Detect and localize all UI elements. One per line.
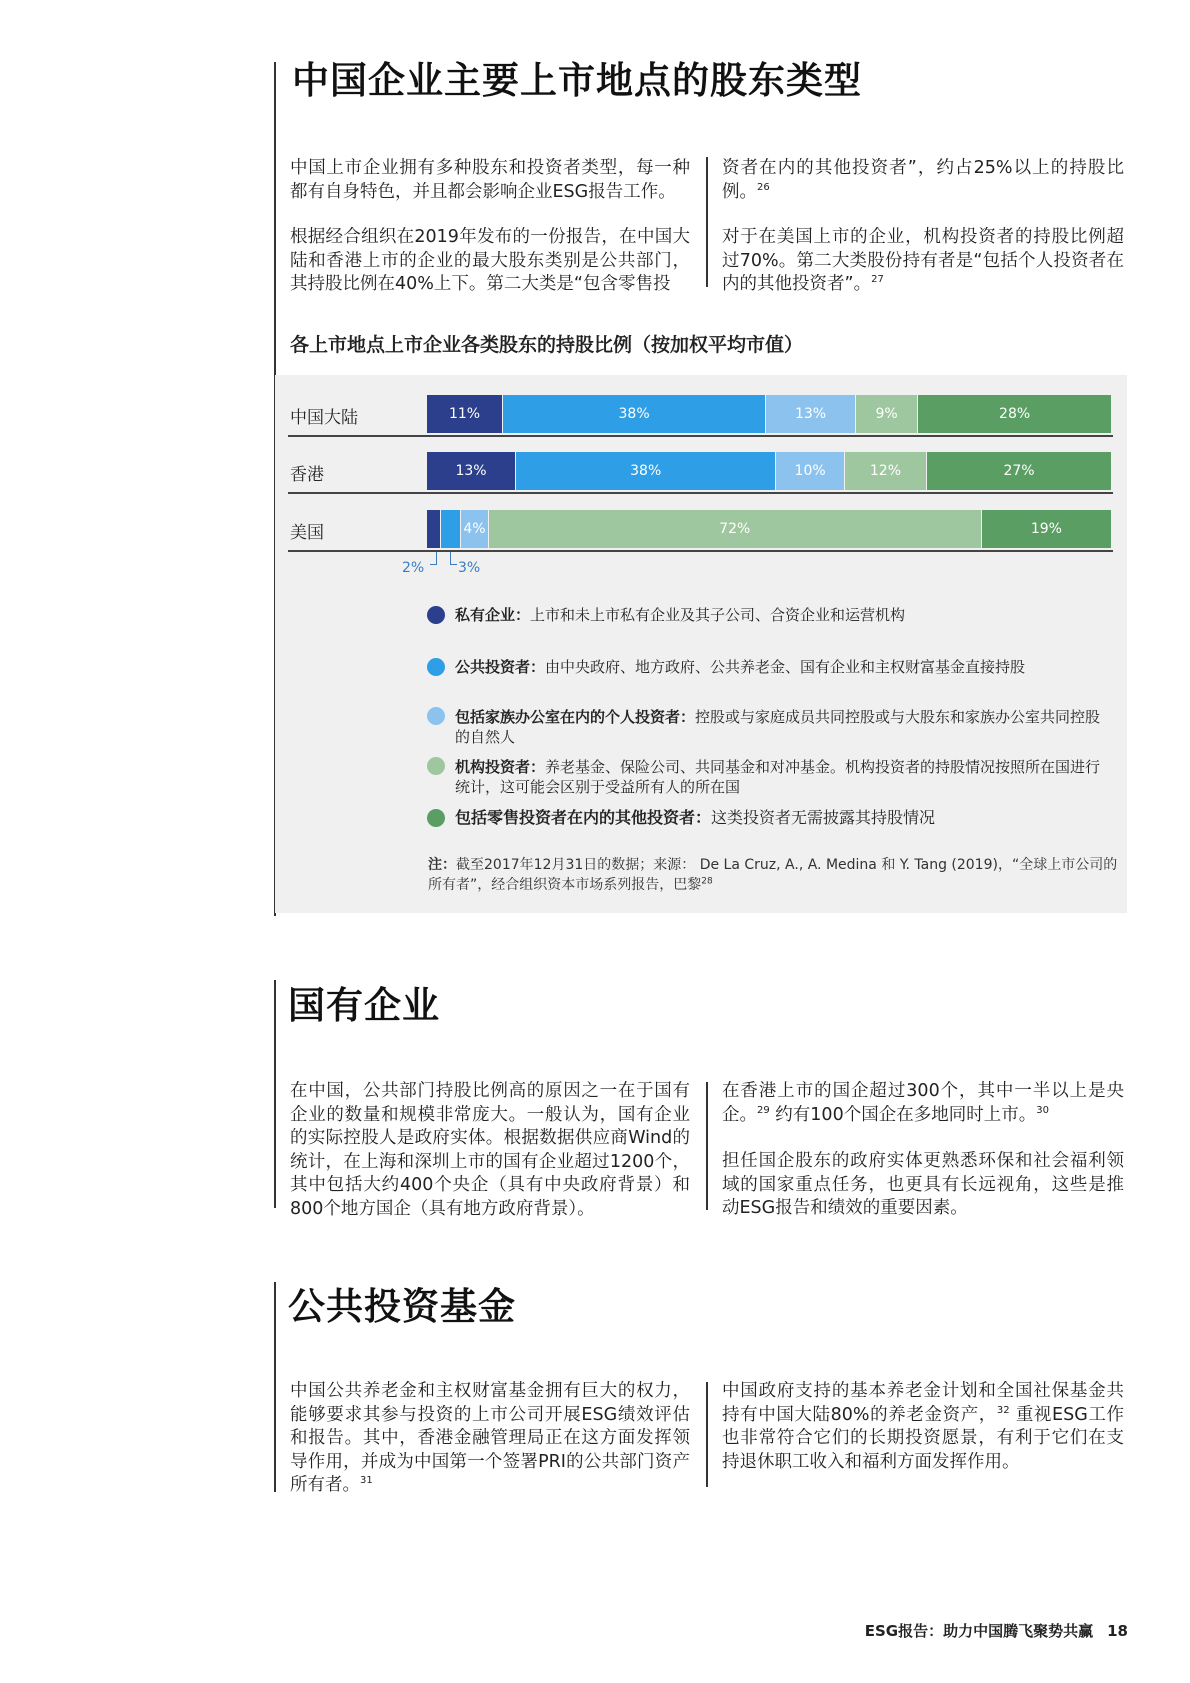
column-divider xyxy=(706,1082,708,1210)
bar-segment: 19% xyxy=(982,510,1111,548)
footer-title: ESG报告：助力中国腾飞聚势共赢 xyxy=(864,1622,1094,1640)
row-rule xyxy=(288,550,1113,552)
paragraph: 中国上市企业拥有多种股东和投资者类型，每一种都有自身特色，并且都会影响企业ESG报告工作。 xyxy=(290,158,690,202)
callout-us-public: 3% xyxy=(458,560,481,576)
row-rule xyxy=(288,435,1113,437)
footnote-ref[interactable]: 29 xyxy=(757,1104,770,1116)
section-heading: 国有企业 xyxy=(288,984,440,1027)
legend-swatch-private xyxy=(427,606,445,624)
bar-segment xyxy=(427,510,440,548)
page-footer xyxy=(865,1620,1128,1641)
bar-segment: 27% xyxy=(927,452,1111,490)
footnote-ref[interactable]: 31 xyxy=(360,1475,373,1487)
legend-item: 公共投资者：由中央政府、地方政府、公共养老金、国有企业和主权财富基金直接持股 xyxy=(455,658,1026,676)
bar-segment: 38% xyxy=(516,452,775,490)
paragraph: 在香港上市的国企超过300个，其中一半以上是央企。$^{29}$ 约有100个国企在多地同时上市。$^{30}$ xyxy=(722,1081,1124,1125)
legend-swatch-other xyxy=(427,809,445,827)
section-rule xyxy=(274,1282,276,1492)
category-label: 中国大陆 xyxy=(290,408,358,428)
category-label: 美国 xyxy=(290,523,324,543)
footnote-ref[interactable]: 27 xyxy=(871,274,884,286)
bar-segment: 72% xyxy=(489,510,981,548)
footnote-ref[interactable]: 32 xyxy=(996,1404,1010,1416)
legend-swatch-public xyxy=(427,658,445,676)
legend-swatch-institutional xyxy=(427,757,445,775)
footnote-ref[interactable]: 26 xyxy=(757,181,770,193)
category-label: 香港 xyxy=(290,465,324,485)
chart-note: 注：截至2017年12月31日的数据；来源： De La Cruz, A., A. Medina 和 Y. Tang (2019)，“全球上市公司的所有者”，经合组织资本市场系列报告，巴黎$^{28}$ xyxy=(428,857,1118,893)
paragraph: 担任国企股东的政府实体更熟悉环保和社会福利领域的国家重点任务，也更具有长远视角，这些是推动ESG报告和绩效的重要因素。 xyxy=(722,1151,1124,1218)
footnote-ref[interactable]: 30 xyxy=(1036,1104,1049,1116)
section-rule xyxy=(274,980,276,1208)
bar-segment: 9% xyxy=(856,395,917,433)
bar-segment xyxy=(441,510,461,548)
legend-item: 机构投资者：养老基金、保险公司、共同基金和对冲基金。机构投资者的持股情况按照所在国进行统计，这可能会区别于受益所有人的所在国 xyxy=(455,758,1101,796)
bar-segment: 11% xyxy=(427,395,502,433)
paragraph: 根据经合组织在2019年发布的一份报告，在中国大陆和香港上市的企业的最大股东类别是公共部门，其持股比例在40%上下。第二大类是“包含零售投 xyxy=(290,227,690,294)
column-divider xyxy=(706,157,708,287)
legend-item: 包括零售投资者在内的其他投资者：这类投资者无需披露其持股情况 xyxy=(455,808,936,827)
bar-segment: 12% xyxy=(845,452,926,490)
paragraph: 中国公共养老金和主权财富基金拥有巨大的权力，能够要求其参与投资的上市公司开展ESG绩效评估和报告。其中，香港金融管理局正在这方面发挥领导作用，并成为中国第一个签署PRI的公共部门资产所有者。$^{31}$ xyxy=(290,1381,690,1495)
legend-item: 私有企业：上市和未上市私有企业及其子公司、合资企业和运营机构 xyxy=(455,606,906,624)
footnote-ref[interactable]: 28 xyxy=(701,876,713,887)
paragraph: 在中国，公共部门持股比例高的原因之一在于国有企业的数量和规模非常庞大。一般认为，国有企业的实际控股人是政府实体。根据数据供应商Wind的统计，在上海和深圳上市的国有企业超过1200个，其中包括大约400个央企（具有中央政府背景）和800个地方国企（具有地方政府背景）。 xyxy=(290,1081,690,1219)
legend-swatch-individual xyxy=(427,707,445,725)
bar-segment: 13% xyxy=(766,395,855,433)
bar-segment: 13% xyxy=(427,452,515,490)
bar-segment: 38% xyxy=(503,395,765,433)
legend-item: 包括家族办公室在内的个人投资者：控股或与家庭成员共同控股或与大股东和家族办公室共同控股的自然人 xyxy=(455,708,1101,746)
bar-segment: 4% xyxy=(461,510,487,548)
bar-segment: 28% xyxy=(918,395,1111,433)
chart-title: 各上市地点上市企业各类股东的持股比例（按加权平均市值） xyxy=(290,334,804,356)
bar-segment: 10% xyxy=(776,452,844,490)
page-title: 中国企业主要上市地点的股东类型 xyxy=(292,59,862,102)
callout-bracket xyxy=(450,552,457,565)
paragraph: 中国政府支持的基本养老金计划和全国社保基金共持有中国大陆80%的养老金资产，$^{32}$ 重视ESG工作也非常符合它们的长期投资愿景，有利于它们在支持退休职工收入和福利方面发挥作用。 xyxy=(722,1381,1124,1472)
paragraph: 对于在美国上市的企业，机构投资者的持股比例超过70%。第二大类股份持有者是“包括个人投资者在内的其他投资者”。$^{27}$ xyxy=(722,227,1124,294)
column-divider xyxy=(706,1382,708,1487)
page-number: 18 xyxy=(1107,1622,1128,1640)
section-heading: 公共投资基金 xyxy=(288,1285,516,1328)
paragraph: 资者在内的其他投资者”，约占25%以上的持股比例。$^{26}$ xyxy=(722,158,1124,202)
callout-bracket xyxy=(430,552,437,565)
row-rule xyxy=(288,492,1113,494)
callout-us-private: 2% xyxy=(402,560,425,576)
